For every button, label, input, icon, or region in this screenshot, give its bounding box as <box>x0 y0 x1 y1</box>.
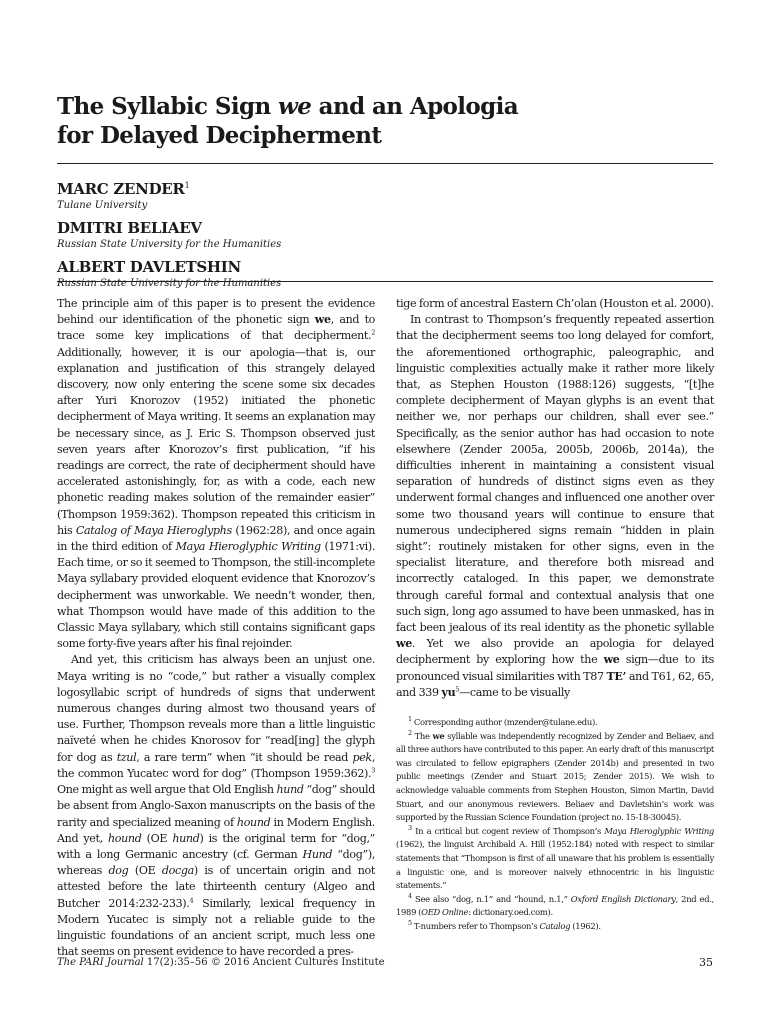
authors-bottom-rule <box>57 281 713 282</box>
footnote: $^4$ See also “dog, n.1” and “hound, n.1,” Oxford English Dictionary, 2nd ed., 1989 (OED Online: dictionary.oed.com). <box>396 891 714 918</box>
top-rule <box>57 163 713 164</box>
paper-title: The Syllabic Sign we and an Apologia for Delayed Decipherment <box>57 93 519 149</box>
body-paragraph: And yet, this criticism has always been an unjust one. Maya writing is no “code,” but rather a visually complex logosyllabic script of hundreds of signs that underwent numerous changes during almost two thousand years of use. Further, Thompson reveals more than a little linguistic naïveté when he chides Knorosov for “read[ing] the glyph for dog as tzul, a rare term” when “it should be read pek, the common Yucatec word for dog” (Thompson 1959:362).$^3$ One might as well argue that Old English hund “dog” should be absent from Anglo-Saxon manuscripts on the basis of the rarity and specialized meaning of hound in Modern English. And yet, hound (OE hund) is the original term for “dog,” with a long Germanic ancestry (cf. German Hund “dog”), whereas dog (OE docga) is of uncertain origin and not attested before the late thirteenth century (Algeo and Butcher 2014:232-233).$^4$ Similarly, lexical frequency in Modern Yucatec is simply not a reliable guide to the linguistic foundations of an ancient script, much less one that seems on present evidence to have recorded a pres- <box>57 653 375 959</box>
page-footer <box>57 956 713 969</box>
author-name: DMITRI BELIAEV <box>57 219 202 237</box>
title-sign-we: we <box>278 93 312 120</box>
author-affiliation: Russian State University for the Humanities <box>57 239 282 250</box>
author-footnote-mark: 1 <box>184 181 190 190</box>
page-number: 35 <box>699 956 713 969</box>
author-name: ALBERT DAVLETSHIN <box>57 258 241 276</box>
author-affiliation: Tulane University <box>57 200 148 211</box>
author-entry <box>57 219 713 251</box>
journal-citation: 17(2):35–56 © 2016 Ancient Cultures Institute <box>143 957 385 968</box>
footnote: $^2$ The we syllable was independently recognized by Zender and Beliaev, and all three authors have contributed to this paper. An early draft of this manuscript was circulated to fellow epigraphers (Zender 2014b) and presented in two public meetings (Zender and Stuart 2015; Zender 2015). We wish to acknowledge valuable comments from Stephen Houston, Simon Martin, David Stuart, and our anonymous reviewers. Beliaev and Davletshin’s work was supported by the Russian Science Foundation (project no. 15-18-30045). <box>396 728 714 823</box>
journal-name: The PARI Journal <box>57 957 144 968</box>
body-column-left <box>57 296 375 960</box>
author-list <box>57 176 713 297</box>
author-entry <box>57 258 713 290</box>
author-name: MARC ZENDER$^1$ <box>57 180 190 198</box>
footnote: $^3$ In a critical but cogent review of Thompson’s Maya Hieroglyphic Writing (1962), the linguist Archibald A. Hill (1952:184) noted with respect to similar statements that “Thompson is first of all unaware that his problem is essentially a linguistic one, and is moreover naively ethnocentric in his linguistic statements.” <box>396 823 714 891</box>
footnote: $^5$ T-numbers refer to Thompson’s Catalog (1962). <box>408 919 601 931</box>
paper-page <box>57 0 713 1024</box>
footnotes <box>396 716 714 934</box>
author-affiliation: Russian State University for the Humanities <box>57 278 282 289</box>
author-entry <box>57 176 713 212</box>
body-column-right <box>396 296 714 701</box>
body-paragraph: In contrast to Thompson’s frequently repeated assertion that the decipherment seems too long delayed for comfort, the aforementioned orthographic, paleographic, and linguistic complexities actually make it rather more likely that, as Stephen Houston (1988:126) suggests, “[t]he complete decipherment of Mayan glyphs is an event that neither we, nor perhaps our children, shall ever see.” Specifically, as the senior author has had occasion to note elsewhere (Zender 2005a, 2005b, 2006b, 2014a), the difficulties inherent in maintaining a consistent visual separation of hundreds of distinct signs even as they underwent formal changes and influenced one another over some two thousand years will continue to ensure that numerous undeciphered signs remain “hidden in plain sight”: routinely mistaken for other signs, even in the specialist literature, and therefore both misread and incorrectly cataloged. In this paper, we demonstrate through careful formal and contextual analysis that one such sign, long ago assumed to have been unmasked, has in fact been jealous of its real identity as the phonetic syllable we. Yet we also provide an apologia for delayed decipherment by exploring how the we sign—due to its pronounced visual similarities with T87 TE’ and T61, 62, 65, and 339 $yu^5—came$ to be visually <box>396 313 715 699</box>
body-paragraph: The principle aim of this paper is to present the evidence behind our identification of the phonetic sign we, and to trace some key implications of that decipherment.$^2$ Additionally, however, it is our apologia—that is, our explanation and justification of this strangely delayed discovery, now only entering the scene some six decades after Yuri Knorozov (1952) initiated the phonetic decipherment of Maya writing. It seems an explanation may be necessary since, as J. Eric S. Thompson observed just seven years after Knorozov’s first publication, “if his readings are correct, the rate of decipherment should have accelerated astonishingly, for, as with a code, each new phonetic reading makes solution of the remainder easier” (Thompson 1959:362). Thompson repeated this criticism in his Catalog of Maya Hieroglyphs (1962:28), and once again in the third edition of Maya Hieroglyphic Writing (1971:vi). Each time, or so it seemed to Thompson, the still-incomplete Maya syllabary provided eloquent evidence that Knorozov’s decipherment was unworkable. We needn’t wonder, then, what Thompson would have made of this addition to the Classic Maya syllabary, which still contains significant gaps some forty-five years after his final rejoinder. <box>57 297 376 651</box>
body-paragraph: tige form of ancestral Eastern Ch’olan (Houston et al. 2000). <box>396 297 714 310</box>
footnote: $^1$ Corresponding author (mzender@tulane.edu). <box>408 715 598 727</box>
